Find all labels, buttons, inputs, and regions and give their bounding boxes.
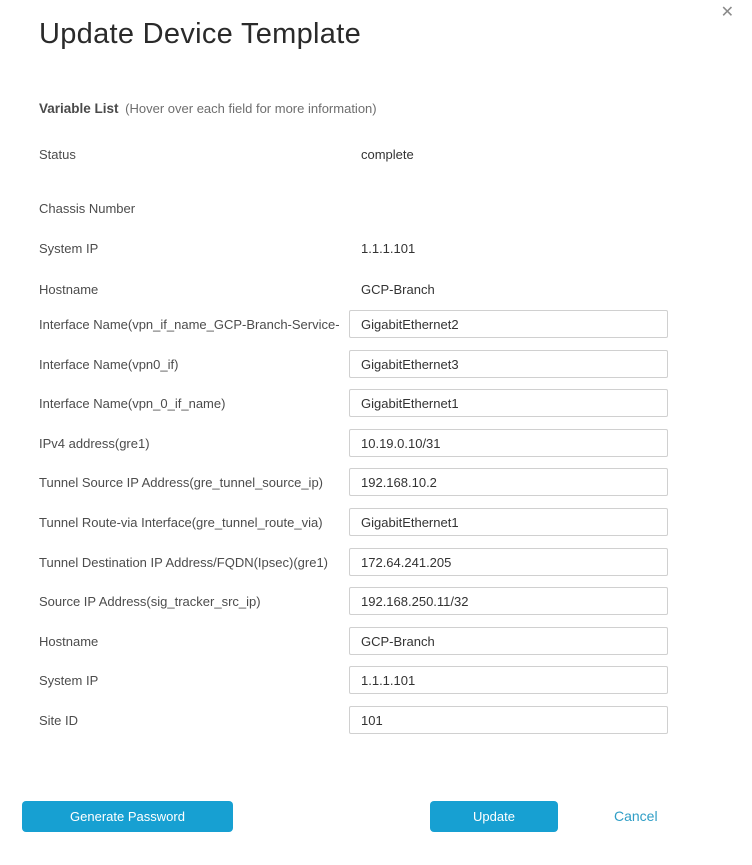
tunnel-route-via-input[interactable] (349, 508, 668, 536)
field-row-hostname-input (39, 627, 719, 655)
field-row-site-id (39, 706, 719, 734)
variable-list-heading: Variable List (39, 101, 119, 116)
field-row-interface-name-vpn-0-if-name (39, 389, 719, 417)
field-row-hostname (39, 279, 719, 299)
tunnel-source-ip-input[interactable] (349, 468, 668, 496)
field-row-chassis-number (39, 198, 719, 218)
interface-name-vpn0-if-input[interactable] (349, 350, 668, 378)
field-row-system-ip-input (39, 666, 719, 694)
field-row-status (39, 144, 719, 164)
field-row-ipv4-address-gre1 (39, 429, 719, 457)
field-label: IPv4 address(gre1) (39, 435, 150, 451)
field-label: Hostname (39, 633, 99, 649)
field-value: 1.1.1.101 (361, 240, 416, 256)
field-row-system-ip (39, 238, 719, 258)
field-row-tunnel-source-ip (39, 468, 719, 496)
interface-name-service-vpn-input[interactable] (349, 310, 668, 338)
close-icon[interactable]: ✕ (720, 4, 734, 21)
site-id-input[interactable] (349, 706, 668, 734)
variable-list-note: (Hover over each field for more information) (125, 101, 377, 116)
field-value: complete (361, 146, 414, 162)
ipv4-address-gre1-input[interactable] (349, 429, 668, 457)
dialog-title: Update Device Template (39, 18, 362, 50)
sig-tracker-source-ip-input[interactable] (349, 587, 668, 615)
field-row-sig-tracker-source-ip (39, 587, 719, 615)
generate-password-button[interactable]: Generate Password (22, 801, 233, 832)
field-label: Interface Name(vpn_0_if_name) (39, 395, 226, 411)
field-row-interface-name-vpn0-if (39, 350, 719, 378)
field-label: Chassis Number (39, 200, 136, 216)
field-label: Site ID (39, 712, 79, 728)
field-label: System IP (39, 240, 99, 256)
field-label: Source IP Address(sig_tracker_src_ip) (39, 593, 261, 609)
system-ip-input[interactable] (349, 666, 668, 694)
field-label: System IP (39, 672, 99, 688)
update-button[interactable]: Update (430, 801, 558, 832)
tunnel-destination-ip-input[interactable] (349, 548, 668, 576)
field-label: Tunnel Destination IP Address/FQDN(Ipsec)(gre1) (39, 554, 329, 570)
variable-list-header (39, 101, 377, 116)
field-label: Tunnel Source IP Address(gre_tunnel_source_ip) (39, 474, 324, 490)
field-row-interface-name-service-vpn (39, 310, 719, 338)
field-label: Status (39, 146, 76, 162)
hostname-input[interactable] (349, 627, 668, 655)
field-label: Tunnel Route-via Interface(gre_tunnel_route_via) (39, 514, 323, 530)
field-label: Interface Name(vpn0_if) (39, 356, 179, 372)
field-row-tunnel-route-via (39, 508, 719, 536)
field-value: GCP-Branch (361, 281, 435, 297)
field-label: Hostname (39, 281, 99, 297)
field-label: Interface Name(vpn_if_name_GCP-Branch-Service- (39, 316, 340, 332)
cancel-link[interactable]: Cancel (614, 808, 658, 824)
field-row-tunnel-destination-ip (39, 548, 719, 576)
interface-name-vpn-0-if-name-input[interactable] (349, 389, 668, 417)
